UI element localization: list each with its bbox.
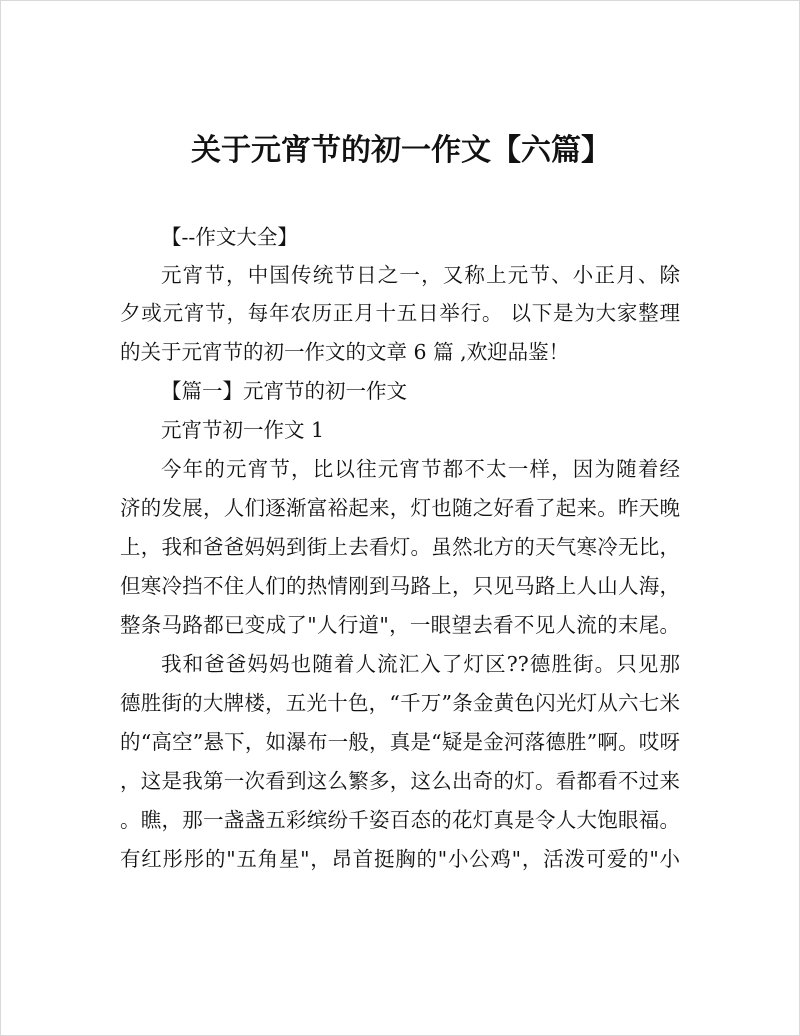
paragraph-line: 整条马路都已变成了"人行道"，一眼望去看不见人流的末尾。	[120, 613, 680, 637]
source-tag: 【--作文大全】	[161, 225, 298, 249]
paragraph-line: 但寒冷挡不住人们的热情刚到马路上，只见马路上人山人海，	[120, 574, 680, 598]
paragraph-line: 夕或元宵节，每年农历正月十五日举行。 以下是为大家整理	[120, 301, 680, 325]
section-heading: 【篇一】元宵节的初一作文	[161, 379, 407, 403]
paragraph-line: 上，我和爸爸妈妈到街上去看灯。虽然北方的天气寒冷无比，	[120, 535, 680, 559]
paragraph-line: 的关于元宵节的初一作文的文章 6 篇 ,欢迎品鉴！	[120, 340, 570, 364]
paragraph-line: 我和爸爸妈妈也随着人流汇入了灯区??德胜街。只见那	[161, 652, 680, 676]
paragraph-line: 的“高空”悬下，如瀑布一般，真是“疑是金河落德胜”啊。哎呀	[120, 730, 680, 754]
document-title: 关于元宵节的初一作文【六篇】	[191, 133, 611, 168]
essay-subtitle: 元宵节初一作文 1	[161, 418, 325, 442]
paragraph-line: 今年的元宵节，比以往元宵节都不太一样，因为随着经	[161, 457, 680, 481]
paragraph-line: 德胜街的大牌楼，五光十色，“千万”条金黄色闪光灯从六七米	[120, 691, 680, 715]
paragraph-line: ，这是我第一次看到这么繁多，这么出奇的灯。看都看不过来	[120, 769, 680, 793]
paragraph-line: 有红彤彤的"五角星"，昂首挺胸的"小公鸡"，活泼可爱的"小	[120, 847, 680, 871]
paragraph-line: 济的发展，人们逐渐富裕起来，灯也随之好看了起来。昨天晚	[120, 496, 680, 520]
paragraph-line: 。瞧，那一盏盏五彩缤纷千姿百态的花灯真是令人大饱眼福。	[120, 808, 680, 832]
paragraph-line: 元宵节，中国传统节日之一，又称上元节、小正月、除	[161, 263, 680, 287]
